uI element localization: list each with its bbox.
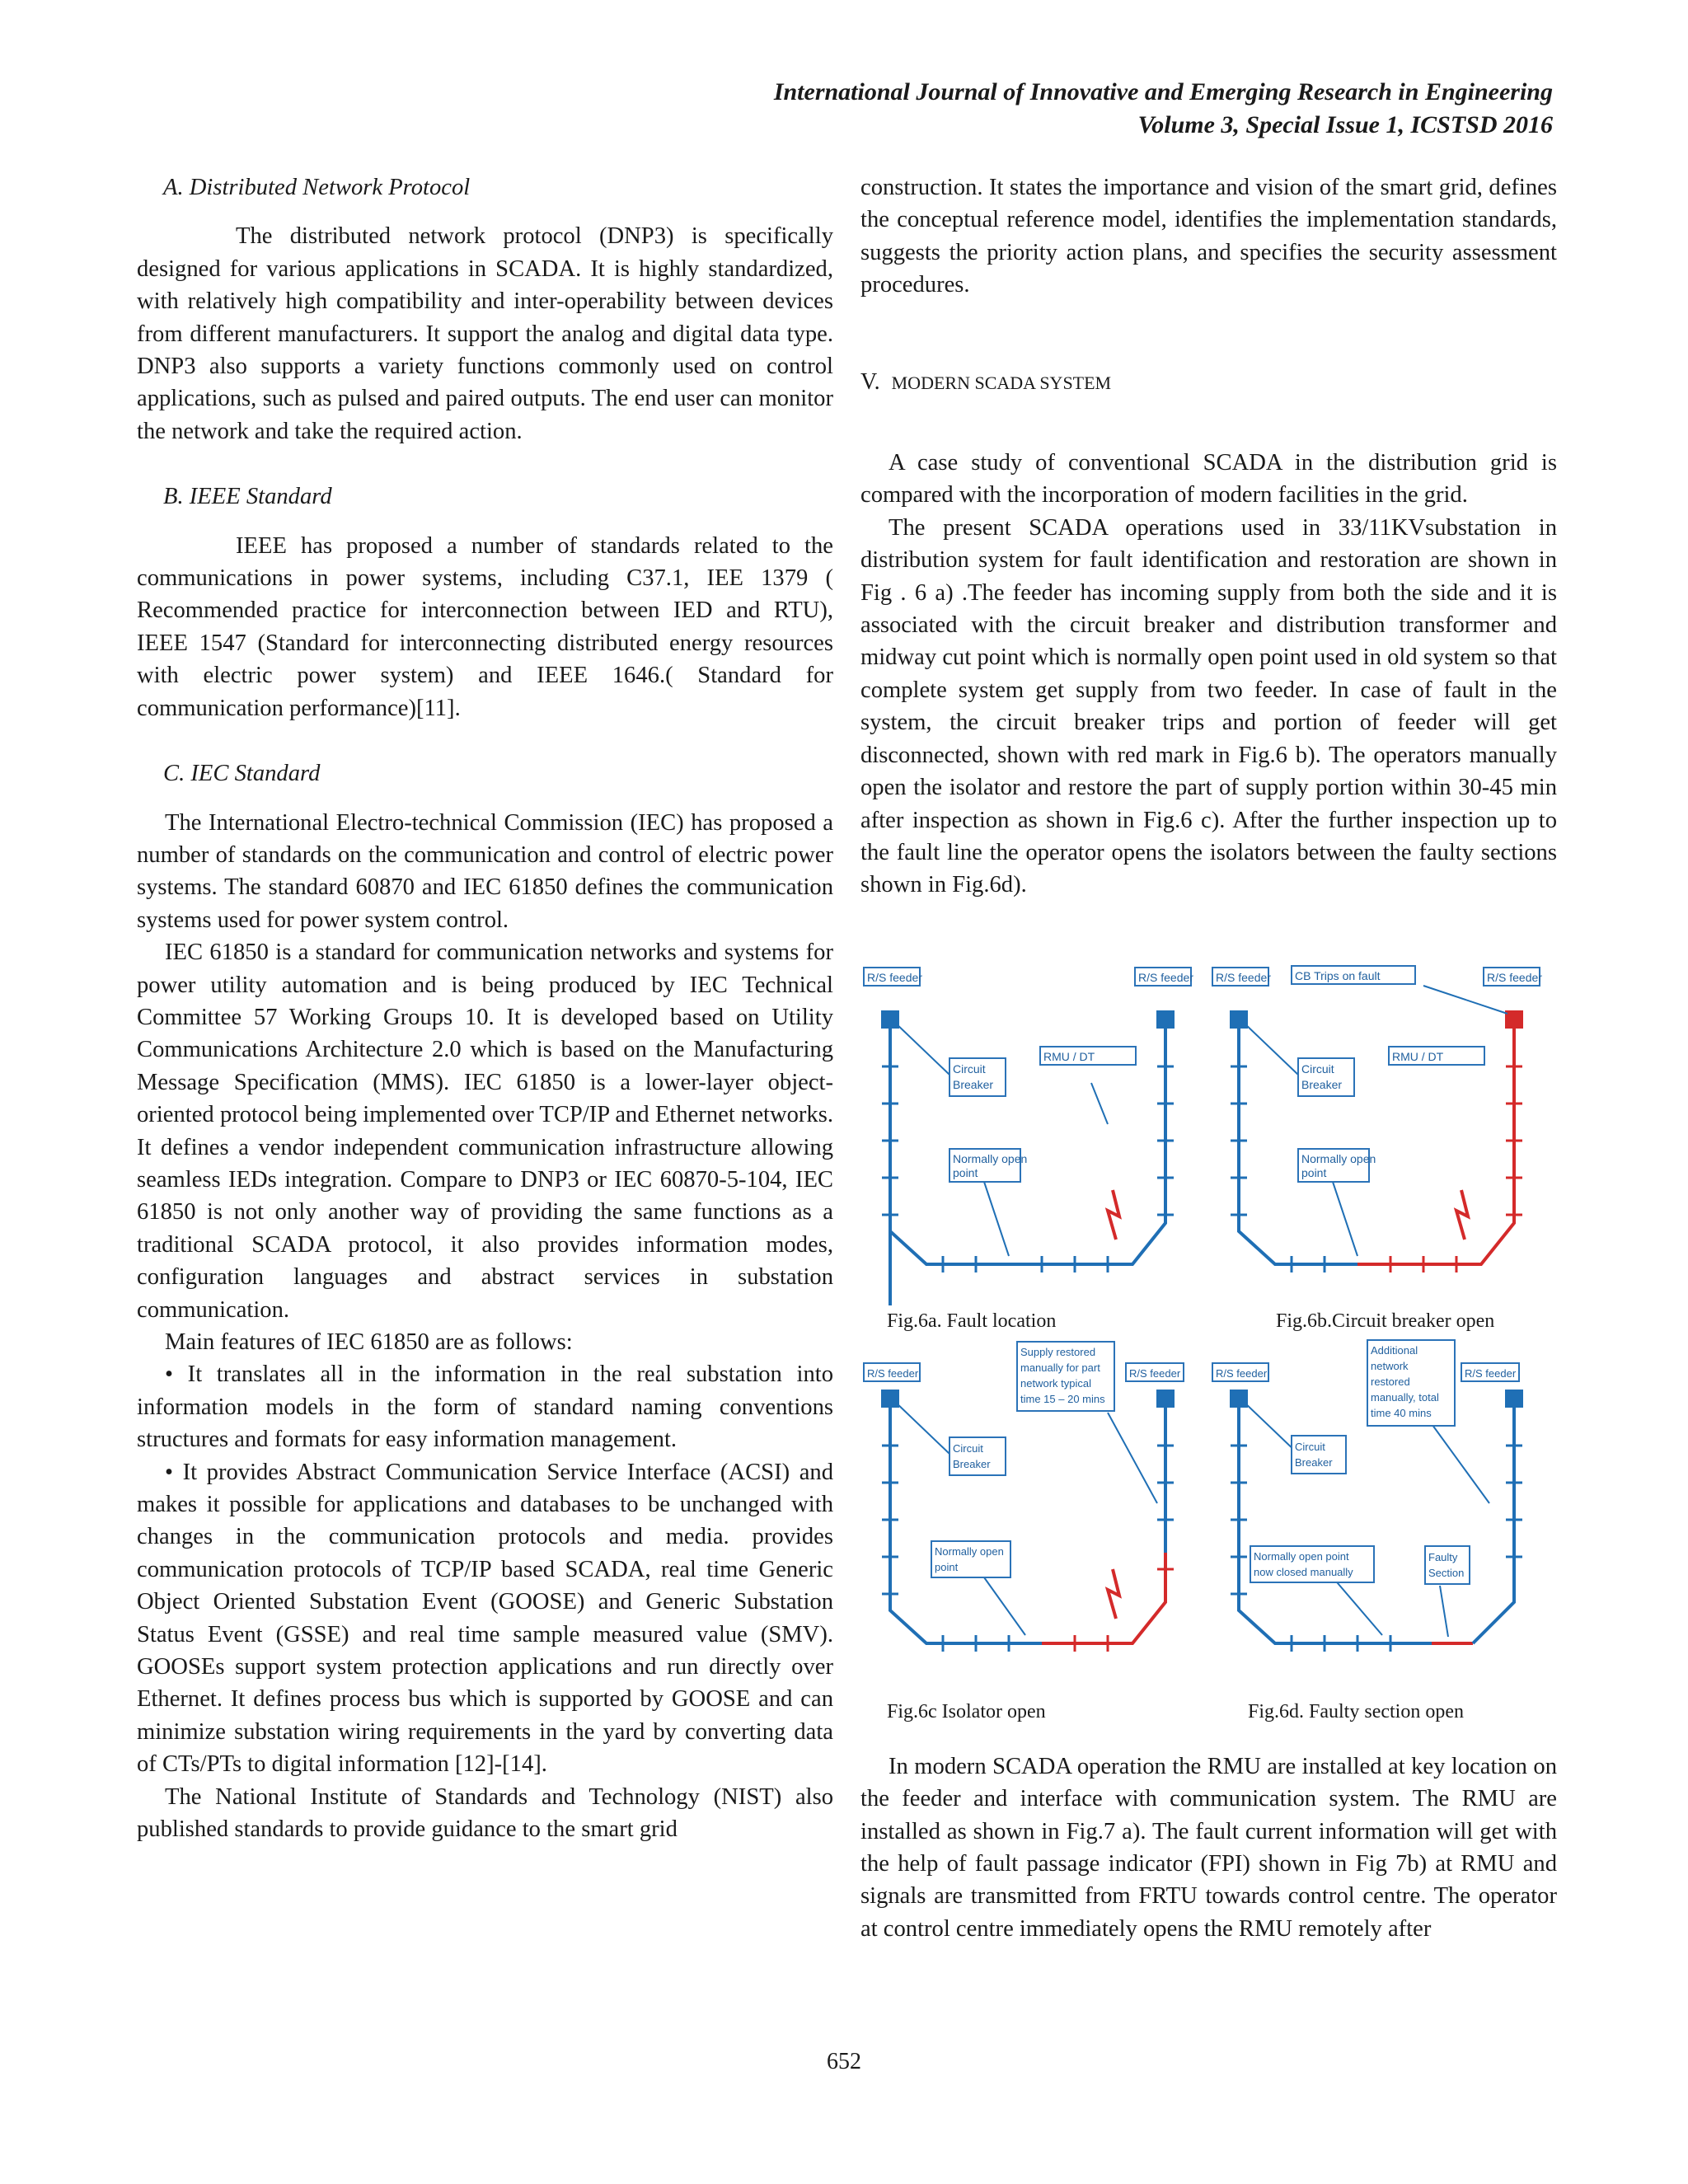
section-v-title: MODERN SCADA SYSTEM [891,372,1112,393]
section-c-paragraph-2: IEC 61850 is a standard for communication networks and systems for power utility automation and is being produced by IEC Technical Committee 57 Working Groups 10. It is developed based on Utility Communications Architecture 2.0 which is based on the Manufacturing Message Specification (MMS). IEC 61850 is a lower-layer object-oriented protocol being implemented over TCP/IP and Ethernet networks. It defines a vendor independent communication infrastructure allowing seamless IEDs integration. Compare to DNP3 or IEC 60870-5-104, IEC 61850 is not only another way of providing the same functions as a traditional SCADA protocol, it also provides information modes, configuration languages and abstract services in substation communication. [137,940,833,1323]
modern-scada-paragraph-1: A case study of conventional SCADA in the distribution grid is compared with the incorporation of modern facilities in the grid. [860,450,1557,509]
right-column [860,171,1557,1945]
additional-label-line4: manually, total [1371,1390,1439,1404]
section-c-heading: C. IEC Standard [163,761,321,787]
circuit-breaker-left-icon [1230,1390,1248,1408]
supply-label-line4: time 15 – 20 mins [1020,1392,1105,1405]
section-v-heading [860,366,1557,399]
section-b-heading: B. IEEE Standard [163,484,332,510]
journal-issue: Volume 3, Special Issue 1, ICSTSD 2016 [1137,111,1553,138]
now-closed-label-line1: Normally open point [1254,1549,1349,1563]
circuit-breaker-right-icon [1505,1390,1523,1408]
figure-6b-diagram [1209,959,1557,1305]
cb-label-line2: Breaker [1301,1077,1343,1091]
figure-row-bottom [860,1338,1557,1685]
tap-ticks [882,1066,1174,1272]
nop-label-line1: Normally open [1301,1151,1376,1165]
caption-fig-6b: Fig.6b.Circuit breaker open [1276,1310,1495,1332]
tap-ticks-blue [882,1446,1174,1652]
section-c-paragraph-1: The International Electro-technical Commission (IEC) has proposed a number of standards on the communication and control of electric power systems. The standard 60870 and IEC 61850 defines the communication systems used for power system control. [137,809,833,933]
tap-ticks-red [1390,1066,1522,1272]
journal-header [774,76,1553,142]
isolated-section [1042,1553,1165,1643]
left-column [137,171,833,1846]
cb-label-line1: Circuit [1295,1440,1325,1453]
nop-label-line2: point [953,1165,978,1179]
feeder-label-left: R/S feeder [1216,1366,1268,1380]
feeder-label-right: R/S feeder [1465,1366,1517,1380]
faulty-label-line1: Faulty [1428,1550,1458,1563]
circuit-breaker-right-icon [1156,1010,1175,1029]
now-closed-label-line2: now closed manually [1254,1565,1353,1578]
cb-label-line1: Circuit [953,1062,986,1076]
fault-bolt-icon [1456,1190,1468,1240]
section-a-paragraph: The distributed network protocol (DNP3) is specifically designed for various applications in SCADA. It is highly standardized, with relatively high compatibility and inter-operability between devices from different manufacturers. It support the analog and digital data type. DNP3 also supports a variety functions commonly used on control applications, such as pulsed and paired outputs. The end user can monitor the network and take the required action. [137,223,833,444]
callout-line-supply [1108,1413,1157,1503]
callout-line-rmu [1091,1083,1108,1124]
feeder-label-right: R/S feeder [1129,1366,1181,1380]
callout-line-cb [893,1400,950,1454]
section-c-paragraph-4: The National Institute of Standards and Technology (NIST) also published standards to provide guidance to the smart grid [137,1783,833,1843]
nop-label-line2: point [1301,1165,1327,1179]
modern-scada-paragraph-3: In modern SCADA operation the RMU are installed at key location on the feeder and interface with communication system. The RMU are installed as shown in Fig.7 a). The fault current information will get with the help of fault passage indicator (FPI) shown in Fig 7b) at RMU and signals are transmitted from FRTU towards control centre. The operator at control centre immediately opens the RMU remotely after [860,1753,1557,1942]
feeder-path-left [1239,1017,1357,1264]
cb-trips-label: CB Trips on fault [1295,968,1381,982]
fault-bolt-icon [1108,1569,1119,1619]
feeder-path-left [890,1017,1009,1264]
cb-label-line2: Breaker [953,1077,994,1091]
feeder-label-left: R/S feeder [867,970,922,984]
additional-label-line5: time 40 mins [1371,1406,1432,1419]
caption-row-bottom [860,1696,1557,1729]
supply-label-line1: Supply restored [1020,1345,1096,1358]
figure-6a-diagram [860,959,1208,1305]
callout-line-cb [1242,1021,1298,1075]
caption-fig-6c: Fig.6c Isolator open [887,1700,1046,1722]
continued-paragraph: construction. It states the importance and vision of the smart grid, defines the conceptual reference model, identifies the implementation standards, suggests the priority action plans, and specifies the security assessment procedures. [860,175,1557,298]
fault-bolt-icon [1108,1190,1119,1240]
circuit-breaker-left-icon [881,1390,899,1408]
callout-line-nop [1333,1182,1357,1256]
callout-line-faulty [1440,1586,1448,1637]
section-a-heading: A. Distributed Network Protocol [163,175,471,200]
bullet-item-2: • It provides Abstract Communication Service Interface (ACSI) and makes it possible for applications and databases to be unchanged with changes in the communication protocols and media. provides communication protocols of TCP/IP based SCADA, real time Generic Object Oriented Substation Event (GOOSE) and Generic Substation Status Event (GSSE) and real time sample measured value (SMV). GOOSEs support system protection applications and run directly over Ethernet. It defines process bus which is supported by GOOSE and can minimize substation wiring requirements in the yard by converting data of CTs/PTs to digital information [12]-[14]. [137,1459,833,1778]
tripped-breaker-icon [1505,1010,1523,1029]
nop-label-line1: Normally open [953,1151,1028,1165]
callout-line-cb [1242,1400,1298,1454]
restored-feeder-path [1239,1396,1432,1643]
rmu-label: RMU / DT [1043,1049,1095,1063]
figure-row-top [860,959,1557,1305]
figure-6d-diagram [1209,1338,1557,1685]
caption-fig-6a: Fig.6a. Fault location [887,1310,1057,1332]
caption-fig-6d: Fig.6d. Faulty section open [1248,1700,1464,1722]
cb-label-line1: Circuit [953,1441,983,1455]
section-b-paragraph: IEEE has proposed a number of standards related to the communications in power systems, including C37.1, IEE 1379 ( Recommended practice for interconnection between IED and RTU), IEEE 1547 (Standard for interconnecting distributed energy resources with electric power system) and IEEE 1646.( Standard for communication performance)[11]. [137,532,833,721]
journal-title: International Journal of Innovative and Emerging Research in Engineering [773,78,1553,105]
callout-line-trip [1423,986,1507,1014]
modern-scada-paragraph-2: The present SCADA operations used in 33/11KVsubstation in distribution system for fault identification and restoration are shown in Fig . 6 a) .The feeder has incoming supply from both the side and it is associated with the circuit breaker and distribution transformer and midway cut point which is normally open point used in old system so that complete system get supply from two feeder. In case of fault in the system, the circuit breaker trips and portion of feeder will get disconnected, shown with red mark in Fig.6 b). The operators manually open the isolator and restore the part of supply portion within 30-45 min after inspection as shown in Fig.6 c). After the further inspection up to the fault line the operator opens the isolators between the faulty sections shown in Fig.6d). [860,514,1557,898]
cb-label-line2: Breaker [1295,1455,1333,1469]
additional-label-line3: restored [1371,1375,1410,1388]
callout-line-nop [984,1182,1009,1256]
feeder-label-right: R/S feeder [1138,970,1193,984]
additional-label-line1: Additional [1371,1343,1418,1357]
additional-label-line2: network [1371,1359,1409,1372]
faulty-label-line2: Section [1428,1566,1465,1579]
bullet-item-1: • It translates all in the information in the real substation into information models in the form of standard naming conventions structures and formats for easy information management. [137,1361,833,1453]
rmu-label: RMU / DT [1392,1049,1444,1063]
section-v-number: V. [860,368,880,395]
feeder-label-left: R/S feeder [1216,970,1271,984]
nop-label-line2: point [935,1560,959,1573]
section-c-paragraph-3: Main features of IEC 61850 are as follows: [165,1329,573,1355]
caption-row-top [860,1305,1557,1338]
figure-6c-diagram [860,1338,1208,1685]
callout-line-nop [1333,1577,1382,1635]
page-number: 652 [827,2049,861,2074]
circuit-breaker-left-icon [881,1010,899,1029]
circuit-breaker-left-icon [1230,1010,1248,1029]
cb-label-line1: Circuit [1301,1062,1334,1076]
feeder-label-left: R/S feeder [867,1366,919,1380]
supply-label-line3: network typical [1020,1376,1091,1390]
restored-feeder-path [890,1396,1042,1643]
callout-line-cb [893,1021,950,1075]
supply-label-line2: manually for part [1020,1361,1100,1374]
circuit-breaker-right-icon [1156,1390,1175,1408]
callout-line-nop [984,1577,1025,1635]
feeder-label-right: R/S feeder [1487,970,1542,984]
nop-label-line1: Normally open [935,1544,1004,1558]
cb-label-line2: Breaker [953,1457,991,1470]
